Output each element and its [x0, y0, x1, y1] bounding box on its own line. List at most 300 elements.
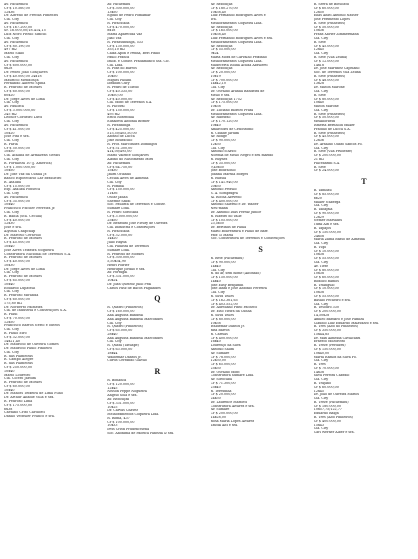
- listing-line: Cia. City: [107, 321, 122, 325]
- listing-line: Cr $ 150.000,00: [313, 230, 341, 234]
- listing-line: R. Pedroso Lima: [4, 400, 33, 404]
- listing-line: Melhoramentos Coqueira Lida.: [210, 21, 263, 25]
- listing-line: Cia. City: [4, 120, 19, 124]
- listing-line: R. Cidade Jardim: [210, 131, 239, 135]
- listing-line: 21 m2: [313, 158, 325, 162]
- listing-line: R. Três (Alto Pinheiros): [313, 416, 353, 420]
- listing-line: Cia. City: [107, 18, 122, 22]
- listing-line: Cr $ 10.000,00: [313, 249, 339, 253]
- listing-line: Dr. Milton Marone: [313, 86, 345, 90]
- listing-line: Cr $ 10.560,00: [4, 6, 30, 10]
- listing-line: Cia. City: [4, 18, 19, 22]
- listing-line: 12x36: [313, 139, 324, 143]
- listing-line: Angelo Sola e sra.: [107, 394, 138, 398]
- listing-line: Melhoramentos Coqueira Lida.: [210, 59, 263, 63]
- listing-line: Mildecerta Isolda Acilda Abrillerti: [210, 63, 268, 67]
- listing-line: 10x38: [210, 321, 221, 325]
- listing-line: Ernesto Mozorotto: [313, 340, 346, 344]
- listing-line: 13x50: [107, 10, 118, 14]
- listing-line: Tautik Alti e sra.: [210, 423, 239, 427]
- listing-line: R. Piracicaba: [107, 229, 130, 233]
- listing-line: Cr $ 80.000,00: [210, 317, 236, 321]
- listing-line: Cia. City: [210, 268, 225, 272]
- listing-line: Dr. Antonio Dias Ferraz Junior: [210, 210, 262, 214]
- listing-line: Francisco Fischer Ferreira Jr.: [4, 207, 56, 211]
- listing-line: 24x58: [313, 234, 324, 238]
- listing-line: Dr. Arthur Abadie Villa e sra.: [4, 396, 55, 400]
- listing-line: 5,50x34,90: [107, 260, 126, 264]
- listing-line: Cr $ 150.000,00: [210, 276, 238, 280]
- listing-line: R. Sete (Vila Zelina): [313, 55, 348, 59]
- listing-line: Alyonla Chapchap: [4, 229, 36, 233]
- listing-line: José Elisy Benjamin: [210, 283, 244, 287]
- listing-line: sra.: [210, 18, 217, 22]
- listing-line: R. Sete: [313, 93, 326, 97]
- listing-line: Cr $ 63.000,00: [107, 347, 133, 351]
- listing-line: Imob. e Constr. Pradamunco Sta. Cic.: [107, 59, 171, 63]
- listing-line: R. das Palmeiras: [4, 362, 33, 366]
- listing-line: Cr $ 400.000,00: [210, 336, 238, 340]
- listing-line: Milker Naberga: [313, 200, 341, 204]
- listing-line: Dr. Arnaldo Oliato Santos Fo.: [313, 142, 363, 146]
- listing-line: S. A. Sompragra: [210, 192, 238, 196]
- listing-line: Banco Hipotecário Lar Brasileiro: [4, 176, 62, 180]
- listing-line: Henrique Jordão e sra.: [107, 267, 146, 271]
- listing-line: 10x50: [107, 74, 118, 78]
- listing-line: R. Pedroso de Moraes: [4, 381, 42, 385]
- listing-line: R. Bonanca: [107, 379, 127, 383]
- listing-line: Av. Rodge: [210, 135, 227, 139]
- listing-line: 14x40: [210, 264, 221, 268]
- listing-line: 18x44: [107, 351, 118, 355]
- listing-line: José Pini e sra.: [4, 135, 30, 139]
- listing-line: Cr $ 40.000,00: [107, 97, 133, 101]
- listing-line: Leonor Cordeiro Lutti: [4, 116, 43, 120]
- listing-line: Cr $ 50.000,00: [4, 146, 30, 150]
- listing-line: Cr $ 90.000,00: [210, 261, 236, 264]
- listing-line: Mello e sra.: [210, 93, 231, 97]
- listing-line: Soc. Paulista de Terrenos e Constr.: [107, 203, 166, 207]
- listing-line: Paulo Franca: [107, 55, 130, 59]
- listing-line: 14x28,00: [210, 416, 226, 420]
- listing-line: Av. Tietê: [313, 264, 329, 268]
- listing-line: Cr $ 350.000,00: [313, 329, 341, 333]
- listing-line: 10x24: [107, 279, 118, 283]
- listing-line: Cr $ 70.000,00: [4, 316, 30, 320]
- listing-line: 14x40: [210, 279, 221, 283]
- listing-line: Cr $ 51.300,00: [107, 146, 133, 150]
- listing-line: Henri Poirier: [107, 263, 130, 267]
- listing-line: Av. Pacaembú: [4, 59, 28, 63]
- listing-line: Elisabeth Antonia Bittner: [107, 120, 150, 124]
- listing-line: 13x28: [313, 82, 324, 86]
- listing-line: Cia. City: [4, 139, 19, 143]
- listing-line: Caetano Crito Cardiotti: [4, 411, 45, 415]
- listing-line: Eduardo Lupatelli: [4, 286, 36, 290]
- listing-line: Irvis Cristi Prudencelena: [107, 428, 150, 432]
- listing-line: Dr. Alfredo de Freitas Pimentel: [4, 14, 59, 18]
- listing-line: Dr. Carvas Chavez: [107, 409, 138, 413]
- listing-line: Maurício Mendonça: [4, 78, 39, 82]
- listing-line: Cia. City: [4, 290, 19, 294]
- listing-line: 245 m2: [4, 112, 17, 116]
- column-4: [314, 3, 414, 556]
- listing-line: Carlos Pasz de Bacos Pagiandes: [107, 286, 161, 290]
- listing-line: R. do ar, sem nome (Alfonsão): [210, 272, 261, 276]
- listing-line: Dr. Manoel Teixeira de Lima Filho: [4, 392, 64, 396]
- listing-line: Construtora Alvarez e sra.: [210, 404, 255, 408]
- listing-line: Cr $ 300.000,00: [107, 6, 135, 10]
- listing-line: Miguel Paolini: [107, 78, 132, 82]
- listing-line: Cia. City: [313, 359, 329, 363]
- listing-line: Dr. Luciano Ribeiro Prata: [210, 108, 254, 112]
- listing-line: Cia. City: [313, 204, 329, 208]
- listing-line: R. Tupi: [313, 245, 326, 249]
- listing-line: Tufik Alti e sra.: [313, 223, 340, 227]
- listing-line: Cia. City: [313, 108, 329, 112]
- listing-line: R. Quatro (Pinheiros): [107, 325, 143, 329]
- listing-line: Cr $ 90.000,00: [313, 211, 339, 215]
- listing-line: José Ianni e José Antonio Ferreira: [210, 287, 267, 291]
- listing-line: Patr. & Maria: [210, 233, 234, 237]
- listing-line: 12x45: [313, 389, 324, 393]
- listing-line: R. Pedroso de Moraes: [4, 237, 42, 241]
- listing-line: Cia. City: [4, 101, 19, 105]
- listing-line: R. Fortaleza 10 (J. América): [4, 161, 53, 165]
- listing-line: João Vaz: [107, 37, 122, 41]
- listing-line: Nemer Marsadel: [313, 219, 342, 223]
- listing-line: Cr $ 167.200,00: [4, 25, 33, 29]
- listing-line: R. Roma, 437: [107, 416, 130, 420]
- listing-line: Cr $ 80.000,00: [313, 268, 339, 272]
- listing-line: Luiz Nitro Pitrlio Simchi: [4, 33, 47, 37]
- listing-line: 20x50: [210, 184, 221, 188]
- listing-line: Cecília Alves de Almeida: [107, 176, 149, 180]
- listing-line: 14x18: [313, 63, 324, 67]
- listing-line: 25x40: [210, 385, 221, 389]
- listing-line: Cr $ 160.000,00: [107, 310, 135, 314]
- listing-line: Cia. City: [313, 261, 329, 264]
- listing-line: R. Bahia (Sta. Cecília): [4, 214, 43, 218]
- listing-line: José e sra.: [4, 226, 23, 230]
- listing-line: Caiza Apon e Penna, Beri Pinho: [107, 52, 161, 56]
- listing-line: R. Piracicaba: [107, 21, 130, 25]
- listing-line: Cr $ 32.000,00: [4, 335, 30, 339]
- listing-line: R. Ataliba: [4, 180, 22, 184]
- listing-line: Soc. Anônima de Fabrica Fanezia & sra.: [107, 432, 175, 436]
- listing-line: R. Pedroso Miranda: [4, 294, 39, 298]
- listing-line: Dr. José Martinez Capelano: [313, 67, 360, 71]
- listing-line: 12x50: [313, 10, 324, 14]
- listing-line: Cr $ 45.000,00: [313, 44, 339, 48]
- listing-line: Cr $ 78.000,00: [210, 355, 236, 359]
- listing-line: Melhoramentos Coqueira Lida.: [210, 40, 263, 44]
- listing-line: Cr $ 600.000,00: [4, 63, 33, 67]
- listing-line: 9,40x50: [210, 165, 224, 169]
- listing-line: Ana Augusta Bandeal Marcondes: [107, 336, 163, 340]
- listing-line: 12x45: [107, 386, 118, 390]
- listing-line: 414,00/495,00: [107, 150, 132, 154]
- listing-line: Cr $ 45.000,00: [313, 135, 339, 139]
- listing-line: 10x57,75/122,77: [313, 408, 342, 412]
- listing-line: 10x38,40: [210, 33, 226, 37]
- listing-line: 10x40: [4, 282, 15, 286]
- listing-line: Cr $ 700.000,00: [210, 78, 238, 82]
- listing-line: Cr $ 200.000,00: [313, 154, 341, 158]
- listing-line: Lourenço da Silva: [210, 344, 241, 348]
- listing-line: José Alves Teixeira Nogueira: [4, 248, 54, 252]
- listing-line: 12x30: [4, 222, 15, 226]
- listing-line: Cr $ 40.335,00: [107, 89, 133, 93]
- listing-line: R. Faria: [4, 142, 18, 146]
- listing-line: 11x36: [107, 192, 118, 196]
- listing-line: Dr. Marcelo Cerávolo: [4, 233, 41, 237]
- listing-line: Dr. Maurício de Oliveira Gomes: [4, 343, 59, 347]
- listing-line: 15x30: [107, 169, 118, 173]
- listing-line: 25x50: [107, 218, 118, 222]
- listing-line: Sr. 16.000,00/18.414,15: [4, 29, 46, 33]
- listing-line: Dr. Laurence Mariotti: [210, 400, 247, 404]
- listing-line: R. Sete (Vila Prudente): [313, 150, 353, 154]
- listing-line: R. Três (Alto do Pinheiros): [313, 325, 359, 329]
- listing-line: Cr $ 60.000,00: [313, 276, 339, 280]
- listing-line: R. Sete: [313, 40, 326, 44]
- listing-line: 9x24: [210, 52, 219, 56]
- listing-line: R. das Palmeiras: [4, 354, 33, 358]
- listing-line: R. Sete (Pinheiros): [313, 21, 346, 25]
- listing-line: R. Campo Alegre: [4, 358, 34, 362]
- listing-line: Antonio Salim: [210, 347, 234, 351]
- listing-line: Soc. Construtora de Terrenos e Construções: [210, 237, 285, 241]
- listing-line: R. Bete (Pacaembú): [210, 257, 244, 261]
- listing-line: R. Ribeiro do Valle: [210, 214, 242, 218]
- listing-line: Luiz Fernando Rodrigues Alves e: [210, 14, 266, 18]
- listing-line: 355,10 m2: [107, 48, 126, 52]
- listing-line: Rodolfo Ramos: [313, 279, 339, 283]
- listing-line: Sumaré Ltda.: [107, 248, 130, 252]
- listing-line: Melhoramentos Coqueira Lida.: [210, 112, 263, 116]
- listing-line: Cr $ 85.000,00: [313, 192, 339, 196]
- listing-line: R. Tabapuã: [313, 208, 333, 212]
- listing-line: Av. Ribeirão: [210, 116, 231, 120]
- listing-line: 10x33: [107, 424, 118, 428]
- listing-line: 10x40: [210, 124, 221, 127]
- listing-line: Cr $ 400.000,00: [210, 199, 238, 203]
- listing-line: Ana Augusta Bandeal: [107, 313, 144, 317]
- listing-line: Cr $ 130.000,00: [107, 44, 135, 48]
- listing-line: Av. Rebouças: [210, 25, 233, 29]
- listing-line: Fernando Alberto Spina: [4, 82, 46, 86]
- listing-line: R. Pedroso de Moraes: [4, 86, 42, 90]
- listing-line: R. Sete: [313, 165, 326, 169]
- column-1: [4, 3, 104, 556]
- listing-line: 10x38: [313, 291, 324, 295]
- listing-line: Cr $ 400.000,00: [313, 419, 341, 423]
- listing-line: R. Pirassununga, 533: [107, 40, 143, 44]
- listing-line: Cia. City: [313, 302, 329, 306]
- listing-line: Mario Sikio: [4, 52, 25, 56]
- listing-line: Cr $ 50.000,00: [313, 116, 339, 120]
- listing-line: Av. Pacaembú: [4, 124, 28, 127]
- listing-line: Cr $ 65.000,00: [210, 363, 236, 367]
- listing-line: 12x50: [4, 320, 15, 324]
- listing-line: Cr $ 90.000,00: [210, 139, 236, 143]
- listing-line: R. Piauí: [4, 313, 18, 317]
- listing-line: Danilo Veiteller Franco e sra.: [4, 415, 56, 419]
- column-2: [107, 3, 207, 556]
- listing-line: R. Paulo Eiró: [4, 331, 27, 335]
- listing-line: Cia. City: [313, 378, 329, 382]
- listing-line: Cr $ 141.940,00: [210, 180, 238, 184]
- listing-line: 12x29: [313, 215, 324, 219]
- listing-line: 23,5x50: [210, 222, 224, 226]
- listing-line: José Bourachio: [107, 139, 133, 143]
- listing-line: Egidio de Pedro Pomamar: [107, 14, 151, 18]
- listing-line: Dr. Jorge Alves de Lima: [4, 267, 45, 271]
- listing-line: Dr. João de Oliveira Mattos: [313, 393, 360, 397]
- listing-line: 10x40: [4, 388, 15, 392]
- listing-line: Cr $ 24.000,00: [313, 169, 339, 173]
- listing-line: Dr. Joan Queiroz Júlio Pral: [107, 282, 152, 286]
- listing-line: 8x18: [107, 29, 116, 33]
- listing-line: Waldemar Dantos Jr.: [210, 325, 245, 329]
- listing-line: Cr $ 64.750,00: [107, 165, 133, 169]
- listing-line: Av. Pacaembú: [107, 161, 131, 165]
- listing-line: Av. Sorocaba: [210, 378, 233, 382]
- listing-line: 12x45: [313, 48, 324, 52]
- listing-line: 10x38,40: [210, 10, 226, 14]
- listing-line: Cia. City: [313, 52, 329, 56]
- listing-line: 16x40: [210, 340, 221, 344]
- listing-line: Antonio Petrillo: [210, 188, 237, 192]
- listing-line: R. Trés: [313, 363, 326, 367]
- listing-line: Cr $ 150.000,00: [313, 347, 341, 351]
- listing-line: Francisco Barros Netto e outros: [4, 324, 60, 328]
- listing-line: 12x30,00: [210, 359, 226, 363]
- listing-line: 28x40: [107, 332, 118, 336]
- listing-line: 15x44,85: [313, 332, 330, 336]
- listing-line: R. Quatá (Tatuapé): [107, 344, 139, 348]
- listing-line: Ibrahim Cury: [107, 82, 130, 86]
- listing-line: Piaceantini S.A.: [313, 161, 341, 165]
- listing-line: Cr $ 170.120,00: [210, 120, 238, 124]
- listing-line: R. Sete (Pinheiros): [313, 112, 346, 116]
- listing-line: Cia. Cícero Jardim: [4, 377, 36, 381]
- listing-line: Fradulo de Lucca S.A.: [313, 127, 351, 131]
- listing-line: Dr. Jorge Alves de Lima: [4, 97, 45, 101]
- listing-line: 10x40: [313, 101, 324, 105]
- listing-line: Dr. Aureliano Pinto Pacheco: [210, 306, 258, 310]
- listing-line: 175,80 m2: [4, 301, 23, 305]
- listing-line: Cia. City: [4, 350, 19, 354]
- listing-line: Cr $ 60.000,00: [4, 89, 30, 93]
- listing-line: R. Ruynes: [210, 158, 228, 162]
- listing-line: R. Pedroso de Moraes: [107, 252, 144, 256]
- listing-line: Cia. City: [210, 291, 225, 295]
- listing-line: 10x30: [4, 263, 15, 267]
- listing-line: R. Pacoval: [107, 105, 125, 109]
- listing-line: Cia. Ataliba de Armazens Gerais: [4, 154, 61, 158]
- listing-line: 495 m2: [107, 112, 120, 116]
- listing-line: Cr $ 300.000,00: [107, 256, 135, 260]
- listing-line: Dr. Bertinus de Paula: [210, 226, 247, 230]
- listing-line: Cr $ 150.000,00: [107, 188, 135, 192]
- listing-line: 10x40: [4, 245, 15, 248]
- listing-line: 10x38: [313, 253, 324, 257]
- listing-line: Dr. Pedro João Gonçalves: [4, 71, 48, 75]
- listing-line: Av. Pacaembú: [4, 21, 28, 25]
- listing-line: Curtis Cerrando Galvão: [107, 359, 147, 363]
- listing-line: Silva Pereira Cabraio: [313, 374, 350, 378]
- listing-line: Cr $ 35.000,00: [4, 199, 30, 203]
- listing-line: Cia. City: [107, 180, 122, 184]
- listing-line: Cr $ 71.300,00: [210, 382, 236, 385]
- listing-line: 14x42,10: [210, 82, 226, 86]
- listing-line: 10x50,00: [107, 93, 123, 97]
- listing-line: Cia. Paulista de Terrenos: [107, 245, 150, 248]
- listing-line: Sherine Sasdi: [107, 199, 131, 203]
- listing-line: Cia. City: [210, 146, 225, 150]
- listing-line: Cr $ 10.000,00: [313, 287, 339, 291]
- listing-line: Mario Valente Gonçalves: [107, 154, 149, 158]
- listing-line: Cia. City: [313, 146, 329, 150]
- listing-line: Afonso de Lucca: [107, 135, 135, 139]
- listing-line: Av. Pacaembú: [4, 40, 28, 44]
- listing-line: Cr $ 15.000,00: [4, 184, 30, 188]
- listing-line: R. Serra de Botucatú: [313, 3, 349, 6]
- listing-line: Cr $ 20.000,00: [210, 71, 236, 75]
- listing-line: 14x21,40: [4, 339, 21, 343]
- listing-line: 10x36: [313, 29, 324, 33]
- listing-line: Eduardo Baigh: [313, 412, 339, 416]
- listing-line: Dr. Osvaldo Aranha Bandeira de: [210, 89, 265, 93]
- listing-line: Av. Portugal: [107, 271, 128, 275]
- listing-line: Neu-mann: [210, 207, 228, 211]
- listing-line: R. Trajano: [313, 382, 332, 385]
- section-letter-heading: Q: [154, 294, 161, 304]
- listing-line: Cr $ 120.000,00: [107, 382, 135, 386]
- listing-line: Av. Pacaembú: [4, 195, 28, 199]
- listing-line: R. Tambaú: [313, 189, 332, 193]
- listing-line: R. Quatro (Pinheiros): [107, 306, 143, 310]
- listing-line: Cr $ 65.000,00: [4, 279, 30, 283]
- listing-line: Av. Rebouças: [107, 398, 130, 401]
- listing-line: Noemia de Mello Negro e seu marido: [210, 154, 274, 158]
- listing-line: Dr. Max Almeida Cavalcanti: [313, 336, 361, 340]
- listing-line: Cr $ 50.000,00: [313, 25, 339, 29]
- listing-line: Mário Boaventura e Paulo de Barr.: [210, 229, 269, 233]
- listing-line: Al. Rocha Azevedo: [210, 195, 242, 199]
- listing-line: Cia. City: [4, 210, 19, 214]
- listing-line: Cia. City: [4, 271, 19, 275]
- listing-line: Cr $ 41.000,00: [4, 127, 30, 131]
- section-letter-heading: S: [258, 245, 263, 255]
- listing-line: Cr $ 80.000,00: [313, 97, 339, 101]
- listing-line: Cr $ 1.000.000,00: [4, 165, 36, 169]
- listing-line: Cia. City: [313, 397, 329, 401]
- listing-line: Av. Pacaembú: [107, 3, 131, 6]
- listing-line: R. Piratininga: [107, 124, 131, 127]
- listing-line: Cia. City: [4, 192, 19, 196]
- listing-line: R. Silva Telles: [210, 295, 234, 299]
- listing-line: Cr $ 250.000,00: [4, 366, 33, 369]
- listing-line: 14x38: [313, 370, 324, 374]
- listing-line: Cr $ 80.190,00: [4, 44, 30, 48]
- listing-line: Cr $ 162.361,65: [210, 298, 238, 302]
- listing-line: Av. Rebouças: [210, 44, 233, 48]
- listing-line: Construtora Nacional de Terrenos S.A.: [4, 252, 72, 256]
- listing-line: Cr $ 3.000.000,00: [107, 214, 138, 218]
